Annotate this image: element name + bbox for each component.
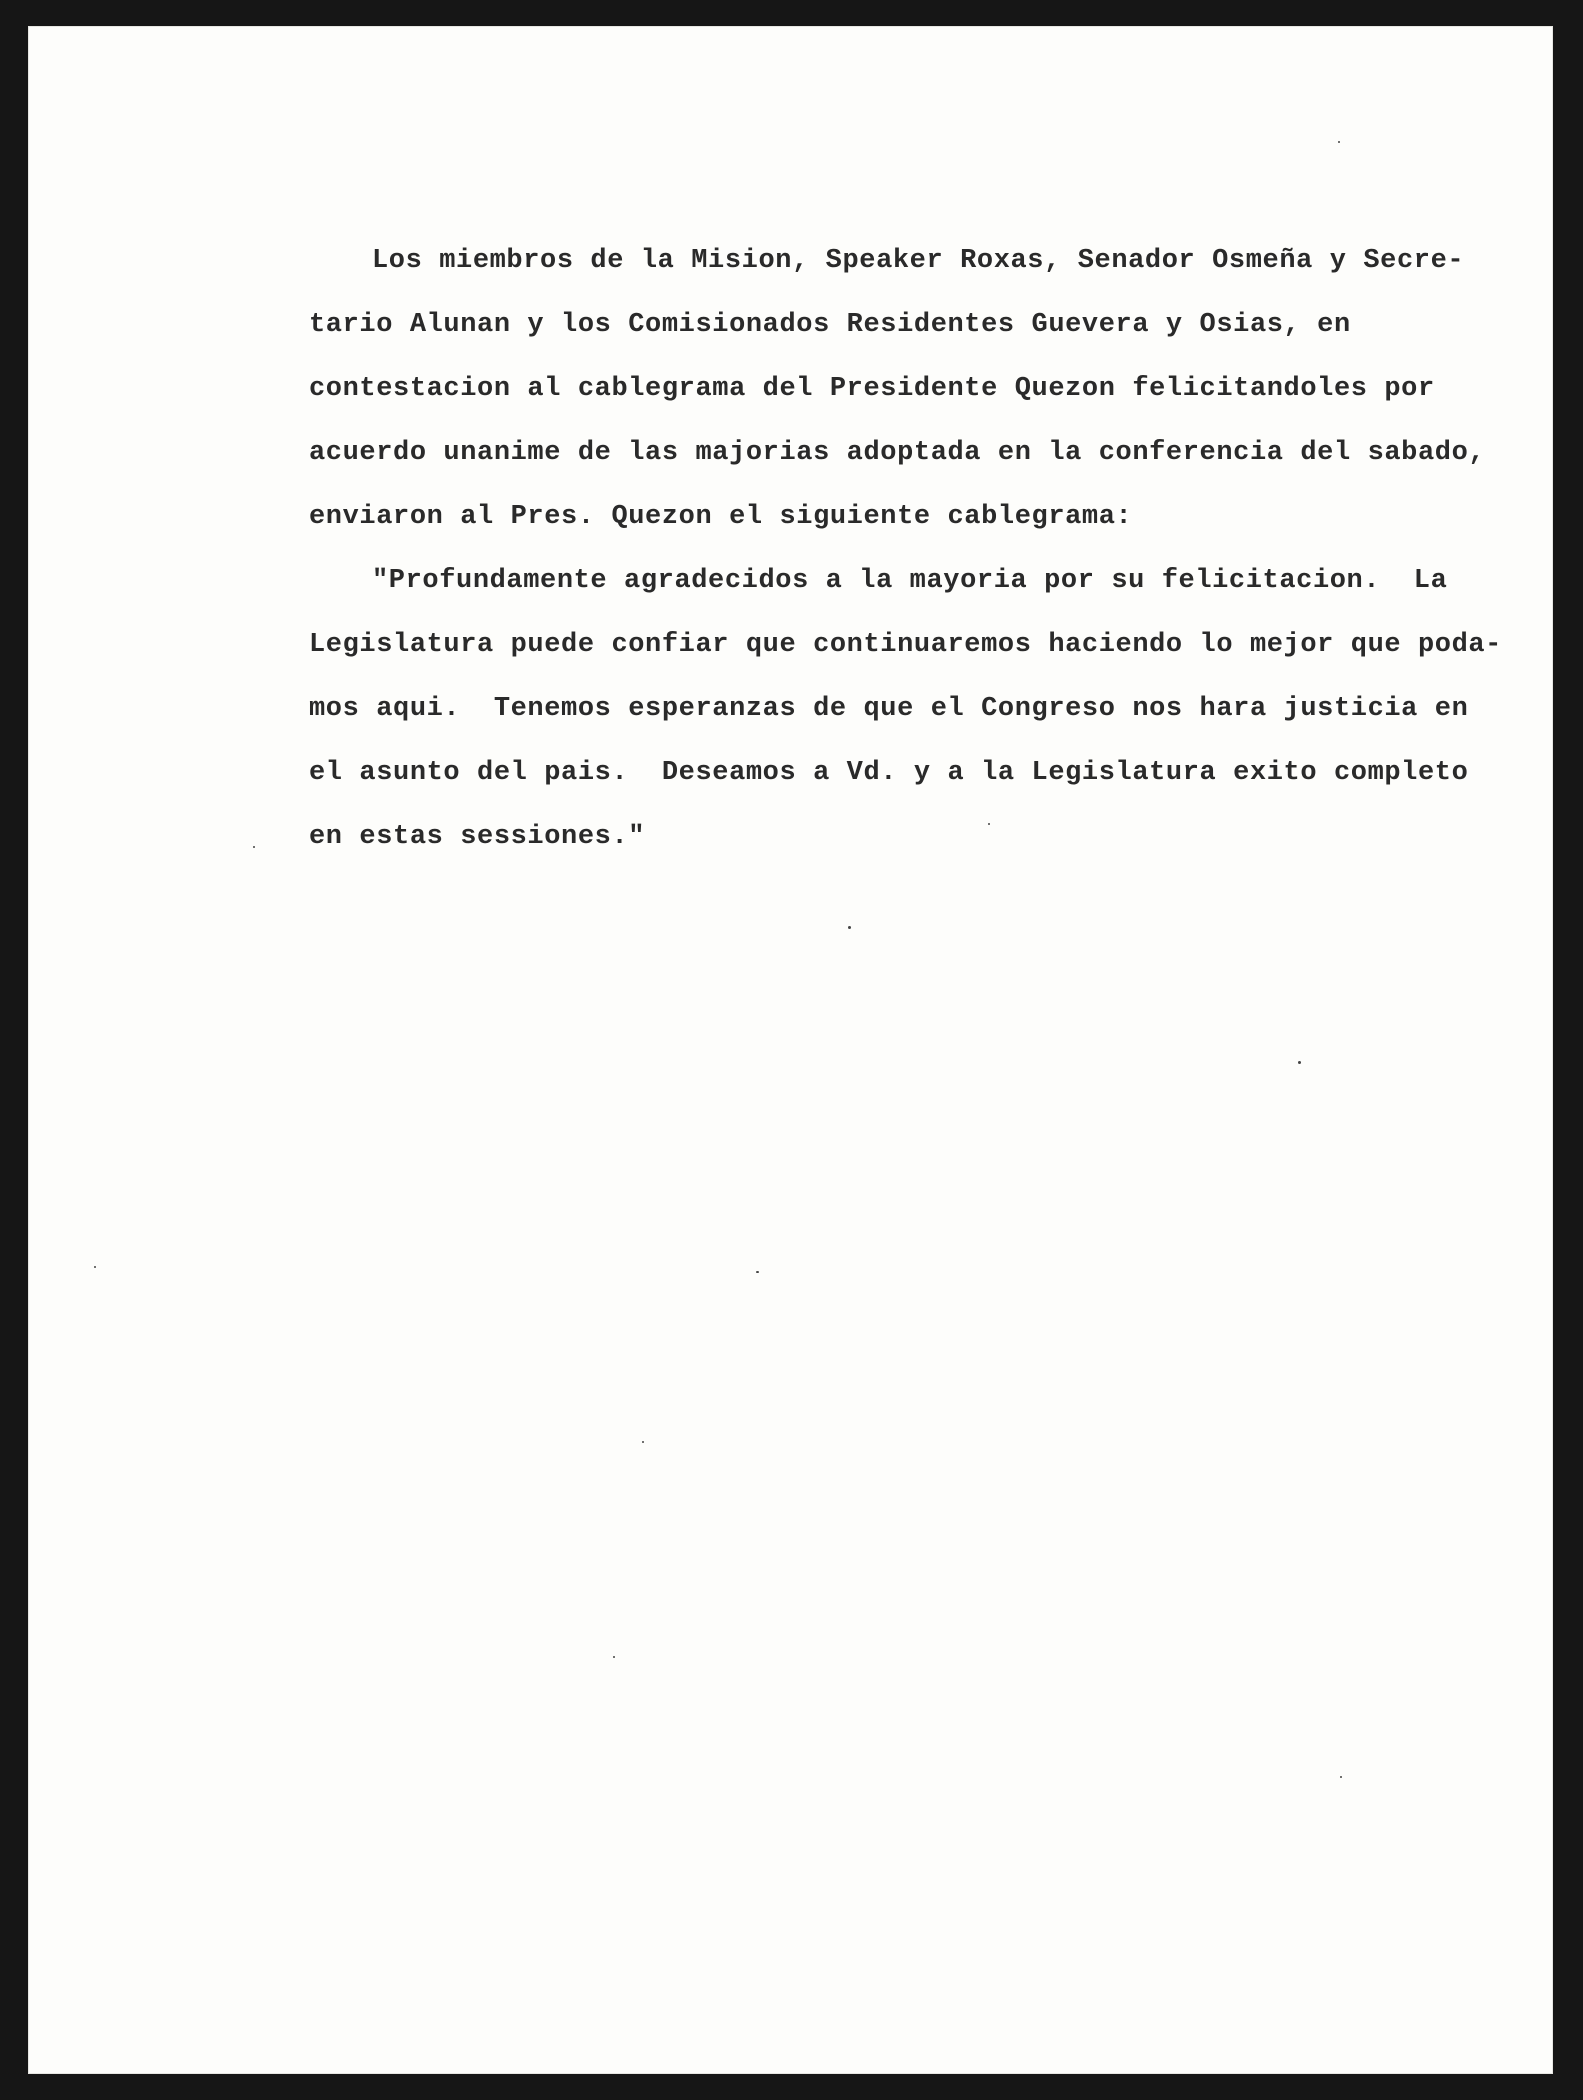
- paragraph-1-line-3: contestacion al cablegrama del Presidente Quezon felicitandoles por: [309, 374, 1435, 404]
- paper-speck: [1340, 1776, 1342, 1778]
- paper-speck: [253, 846, 255, 848]
- paper-speck: [1298, 1061, 1301, 1064]
- paper-speck: [1338, 141, 1340, 143]
- paper-speck: [848, 926, 851, 929]
- paragraph-2-line-1: "Profundamente agradecidos a la mayoria por su felicitacion. La: [372, 566, 1448, 596]
- paper-speck: [988, 823, 990, 825]
- paper-speck: [642, 1441, 644, 1443]
- paper-speck: [613, 1656, 615, 1658]
- paragraph-2-line-3: mos aqui. Tenemos esperanzas de que el Congreso nos hara justicia en: [309, 694, 1469, 724]
- paragraph-1-line-5: enviaron al Pres. Quezon el siguiente cablegrama:: [309, 502, 1133, 532]
- typewritten-page: [28, 26, 1553, 2074]
- paragraph-1-line-2: tario Alunan y los Comisionados Residentes Guevera y Osias, en: [309, 310, 1351, 340]
- paragraph-2-line-5: en estas sessiones.": [309, 822, 646, 852]
- paragraph-1-line-1: Los miembros de la Mision, Speaker Roxas, Senador Osmeña y Secre-: [372, 246, 1465, 276]
- paragraph-1-line-4: acuerdo unanime de las majorias adoptada en la conferencia del sabado,: [309, 438, 1486, 468]
- paper-speck: [756, 1271, 759, 1273]
- paragraph-2-line-2: Legislatura puede confiar que continuaremos haciendo lo mejor que poda-: [309, 630, 1502, 660]
- paragraph-2-line-4: el asunto del pais. Deseamos a Vd. y a la Legislatura exito completo: [309, 758, 1469, 788]
- paper-speck: [94, 1266, 96, 1268]
